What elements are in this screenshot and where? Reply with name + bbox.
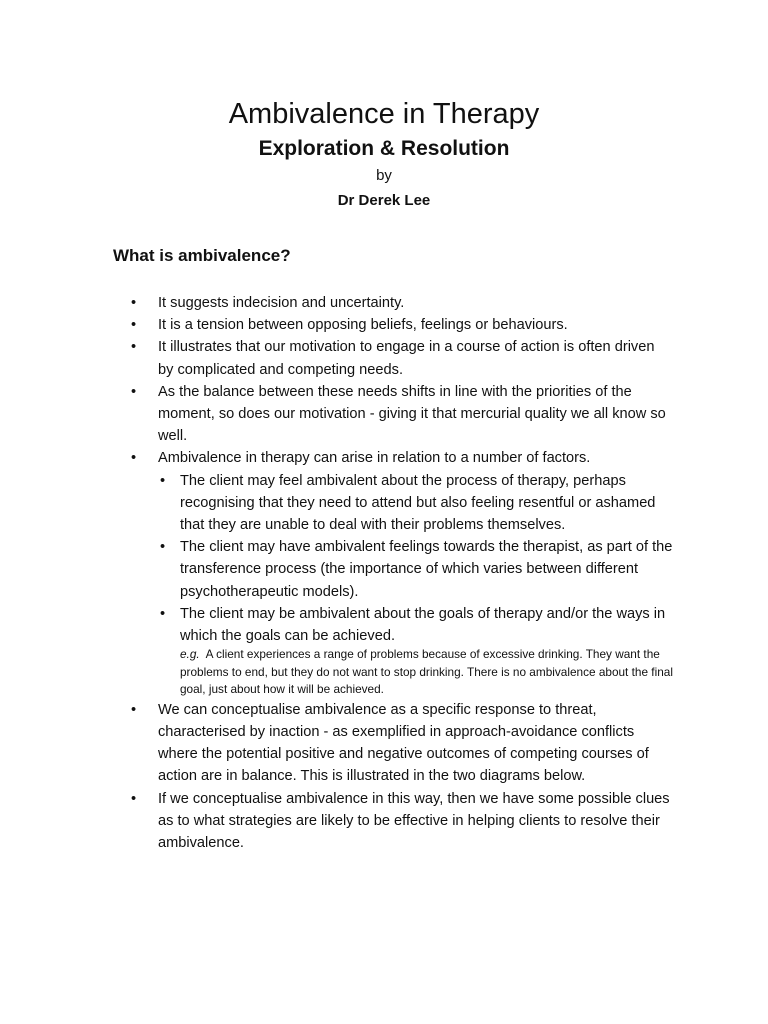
document-title: Ambivalence in Therapy bbox=[228, 98, 540, 130]
bullet-item: • As the balance between these needs shifts in line with the priorities of the moment, so does our motivation - giving it that mercurial quality we all know so well. bbox=[113, 381, 673, 448]
sub-bullet-item: • The client may feel ambivalent about the process of therapy, perhaps recognising that they need to attend but also feeling resentful or ashamed that they are unable to deal with their problems themselves. bbox=[158, 470, 673, 537]
bullet-list bbox=[113, 292, 673, 854]
document-subtitle: Exploration & Resolution bbox=[258, 137, 510, 160]
example-text: A client experiences a range of problems because of excessive drinking. They want the problems to end, but they do not want to stop drinking. There is no ambivalence about the final goal, just about how it will be achieved. bbox=[180, 647, 673, 697]
bullet-item-with-subitems bbox=[113, 447, 673, 698]
byline-by: by bbox=[376, 167, 392, 184]
bullet-item-text: Ambivalence in therapy can arise in relation to a number of factors. bbox=[158, 450, 591, 467]
bullet-item: • If we conceptualise ambivalence in this way, then we have some possible clues as to what strategies are likely to be effective in helping clients to resolve their ambivalence. bbox=[113, 788, 673, 855]
bullet-item: • It suggests indecision and uncertainty. bbox=[113, 292, 673, 314]
bullet-item: • We can conceptualise ambivalence as a specific response to threat, characterised by inaction - as exemplified in approach-avoidance conflicts where the potential positive and negative outcomes of competing courses of action are in balance. This is illustrated in the two diagrams below. bbox=[113, 699, 673, 788]
example-prefix: e.g. bbox=[180, 647, 200, 662]
sub-bullet-item: • The client may have ambivalent feelings towards the therapist, as part of the transference process (the importance of which varies between different psychotherapeutic models). bbox=[158, 536, 673, 603]
bullet-item: • It illustrates that our motivation to engage in a course of action is often driven by complicated and competing needs. bbox=[113, 336, 673, 380]
bullet-item: • It is a tension between opposing beliefs, feelings or behaviours. bbox=[113, 314, 673, 336]
author-name: Dr Derek Lee bbox=[337, 192, 431, 209]
section-heading: What is ambivalence? bbox=[113, 246, 291, 265]
section-body bbox=[113, 292, 673, 854]
sub-bullet-list bbox=[158, 470, 673, 699]
sub-bullet-item-text: The client may be ambivalent about the goals of therapy and/or the ways in which the goals can be achieved. bbox=[180, 605, 666, 645]
example-note bbox=[180, 646, 673, 699]
sub-bullet-item-with-example bbox=[158, 603, 673, 699]
